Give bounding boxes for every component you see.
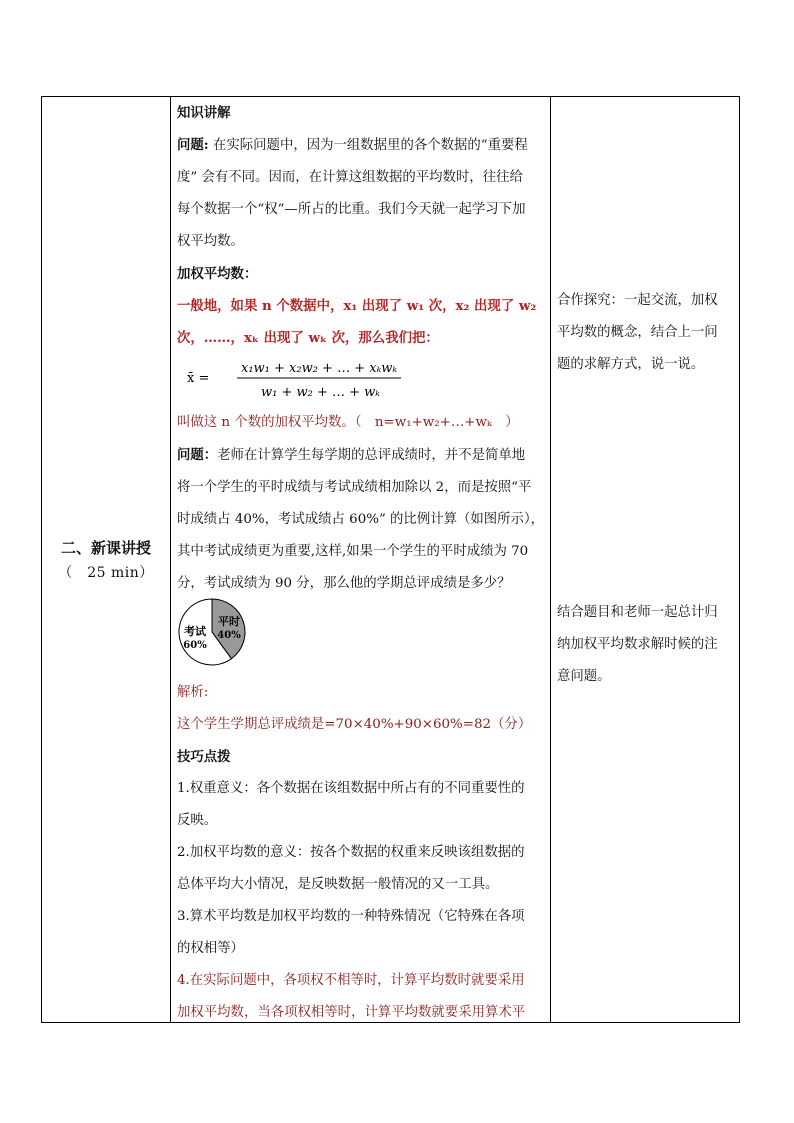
note-1-line-3: 题的求解方式，说一说。 bbox=[557, 357, 705, 372]
question-1-label: 问题: bbox=[177, 137, 209, 153]
question-1-line-1 bbox=[177, 129, 546, 162]
formula-numerator: x₁w₁ + x₂w₂ + … + xₖwₖ bbox=[241, 361, 398, 376]
lesson-table bbox=[41, 96, 740, 1023]
question-1-text-1: 在实际问题中，因为一组数据里的各个数据的“重要程 bbox=[208, 138, 528, 153]
question-2-line-1 bbox=[177, 439, 546, 472]
question-1-line-4: 权平均数。 bbox=[177, 234, 244, 249]
pie-label-ordinary: 平时 bbox=[218, 615, 240, 628]
note-2 bbox=[557, 597, 731, 693]
question-2-line-2: 将一个学生的平时成绩与考试成绩相加除以 2，而是按照“平 bbox=[177, 480, 532, 495]
heading-weighted: 加权平均数： bbox=[177, 266, 258, 282]
pie-label-exam: 考试 bbox=[184, 625, 206, 638]
analysis-label: 解析: bbox=[177, 685, 209, 700]
note-1 bbox=[557, 285, 731, 381]
heading-tips: 技巧点拨 bbox=[177, 749, 231, 765]
definition-line-2: 次，……，xₖ 出现了 wₖ 次，那么我们把： bbox=[177, 330, 439, 346]
tip-line-5: 3.算术平均数是加权平均数的一种特殊情况（它特殊在各项 bbox=[177, 909, 525, 924]
question-2-text-1: 老师在计算学生每学期的总评成绩时，并不是简单地 bbox=[217, 448, 526, 463]
section-time: （ 25 min） bbox=[58, 565, 154, 581]
content-top bbox=[177, 97, 546, 354]
question-1-line-2: 度” 会有不同。因而，在计算这组数据的平均数时，往往给 bbox=[177, 170, 523, 185]
section-title: 二、新课讲授 bbox=[60, 539, 151, 557]
tip-line-6: 的权相等） bbox=[177, 941, 244, 956]
pie-percent-ordinary: 40% bbox=[217, 630, 241, 641]
pie-percent-exam: 60% bbox=[183, 640, 207, 651]
question-1-line-3: 每个数据一个“权”—所占的比重。我们今天就一起学习下加 bbox=[177, 202, 526, 217]
formula-lhs: x̄ = bbox=[187, 371, 210, 386]
analysis-text: 这个学生学期总评成绩是=70×40%+90×60%=82（分） bbox=[177, 717, 532, 732]
tip-line-8: 加权平均数，当各项权相等时，计算平均数就要采用算术平 bbox=[177, 1005, 526, 1020]
question-2-label: 问题： bbox=[177, 447, 218, 463]
question-2-line-3: 时成绩占 40%，考试成绩占 60%” 的比例计算（如图所示）， bbox=[177, 512, 545, 527]
content-cell bbox=[171, 97, 551, 1023]
note-2-line-3: 意问题。 bbox=[557, 669, 611, 684]
note-2-line-1: 结合题目和老师一起总计归 bbox=[557, 605, 718, 620]
tip-line-7: 4.在实际问题中，各项权不相等时，计算平均数时就要采用 bbox=[177, 973, 525, 988]
tip-line-2: 反映。 bbox=[177, 813, 218, 828]
section-cell bbox=[42, 97, 171, 1023]
content-middle bbox=[177, 407, 546, 600]
question-2-line-5: 分，考试成绩为 90 分，那么他的学期总评成绩是多少？ bbox=[177, 576, 511, 591]
tip-line-1: 1.权重意义：各个数据在该组数据中所占有的不同重要性的 bbox=[177, 781, 525, 796]
notes-cell bbox=[551, 97, 740, 1023]
question-2-line-4: 其中考试成绩更为重要,这样,如果一个学生的平时成绩为 70 bbox=[177, 544, 529, 559]
note-2-line-2: 纳加权平均数求解时候的注 bbox=[557, 637, 718, 652]
score-weight-pie-chart bbox=[177, 597, 247, 667]
weighted-mean-formula bbox=[183, 354, 513, 404]
note-1-line-2: 平均数的概念，结合上一问 bbox=[557, 325, 718, 340]
formula-denominator: w₁ + w₂ + … + wₖ bbox=[261, 385, 381, 400]
note-1-line-1: 合作探究：一起交流，加权 bbox=[557, 293, 718, 308]
tip-line-4: 总体平均大小情况，是反映数据一般情况的又一工具。 bbox=[177, 877, 499, 892]
tip-line-3: 2.加权平均数的意义：按各个数据的权重来反映该组数据的 bbox=[177, 845, 525, 860]
heading-knowledge: 知识讲解 bbox=[177, 105, 231, 121]
content-bottom bbox=[177, 677, 546, 1023]
definition-after: 叫做这 n 个数的加权平均数。（ n=w₁+w₂+…+wₖ ） bbox=[177, 415, 519, 430]
definition-line-1: 一般地，如果 n 个数据中，x₁ 出现了 w₁ 次，x₂ 出现了 w₂ bbox=[177, 298, 537, 314]
